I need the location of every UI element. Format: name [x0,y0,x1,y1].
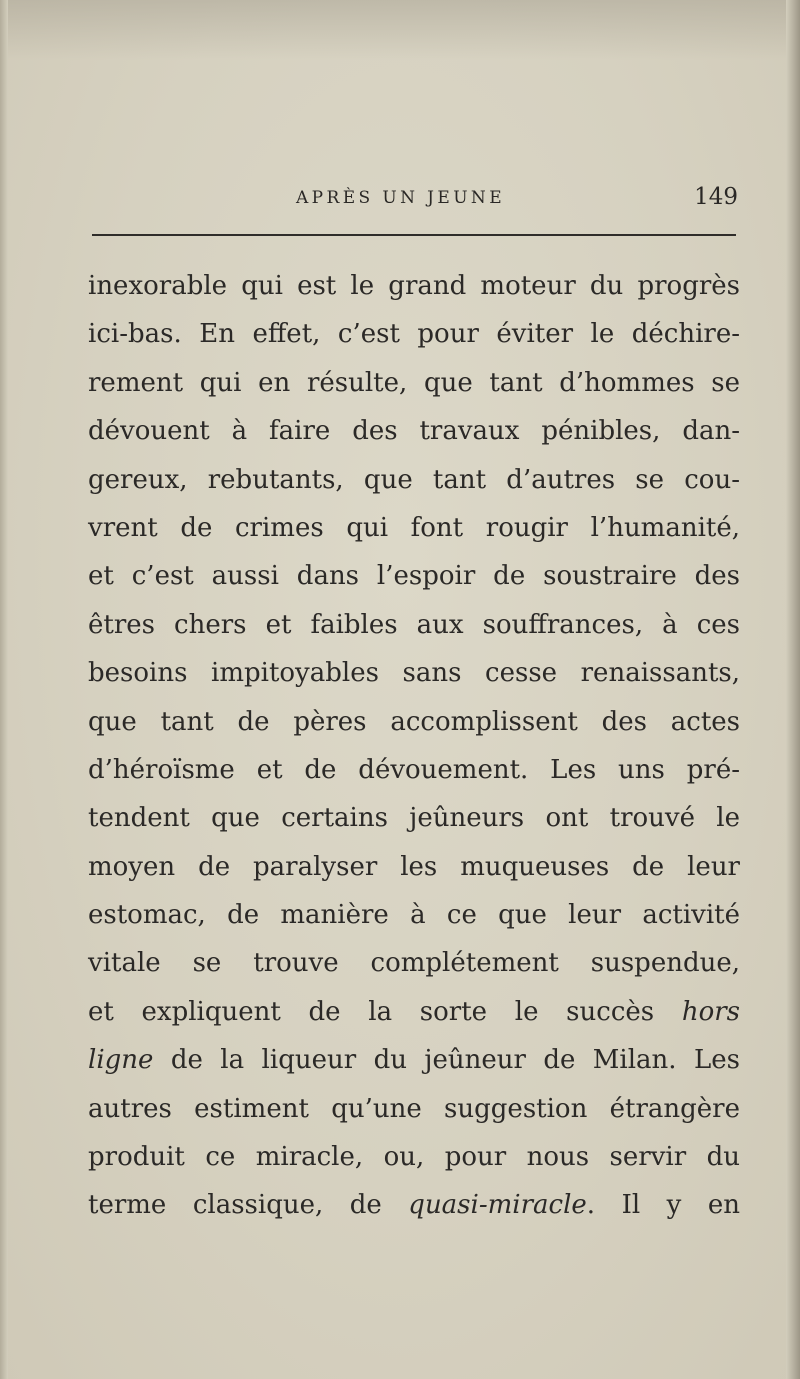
text-line: moyen de paralyser les muqueuses de leur [88,851,740,882]
page-number: 149 [694,184,738,210]
text-line: vrent de crimes qui font rougir l’humanité, [88,512,740,543]
text-line: et expliquent de la sorte le succès hors [88,996,740,1027]
text-line: d’héroïsme et de dévouement. Les uns pré- [88,754,740,785]
text-line: ligne de la liqueur du jeûneur de Milan. Les [88,1045,740,1076]
text-line: autres estiment qu’une suggestion étrangère [88,1093,740,1124]
text-line: tendent que certains jeûneurs ont trouvé le [88,803,740,834]
italic-text: hors [681,996,740,1027]
text-line: vitale se trouve complétement suspendue, [88,948,740,979]
italic-text: ligne [88,1045,154,1076]
body-text [88,262,740,1230]
text-line: inexorable qui est le grand moteur du progrès [88,271,740,301]
text-line: dévouent à faire des travaux pénibles, dan- [88,416,740,447]
text-line: gereux, rebutants, que tant d’autres se cou- [88,464,740,495]
text-line: ici-bas. En effet, c’est pour éviter le déchire- [88,319,740,350]
text-line: besoins impitoyables sans cesse renaissants, [88,658,740,689]
page-left-edge [0,0,8,1379]
text-line: êtres chers et faibles aux souffrances, à ces [88,609,740,640]
italic-text: quasi-miracle [408,1190,587,1221]
running-title: APRÈS UN JEUNE [296,188,506,208]
header-rule [92,234,736,236]
text-line: terme classique, de quasi-miracle. Il y en [88,1190,740,1221]
text-line: et c’est aussi dans l’espoir de soustraire des [88,561,740,592]
running-header [88,184,740,214]
text-line: estomac, de manière à ce que leur activité [88,900,740,931]
text-line: produit ce miracle, ou, pour nous servir du [88,1142,740,1173]
page-right-edge [786,0,800,1379]
text-line: que tant de pères accomplissent des actes [88,706,740,737]
page-top-shading [0,0,800,60]
text-line: rement qui en résulte, que tant d’hommes se [88,367,740,398]
